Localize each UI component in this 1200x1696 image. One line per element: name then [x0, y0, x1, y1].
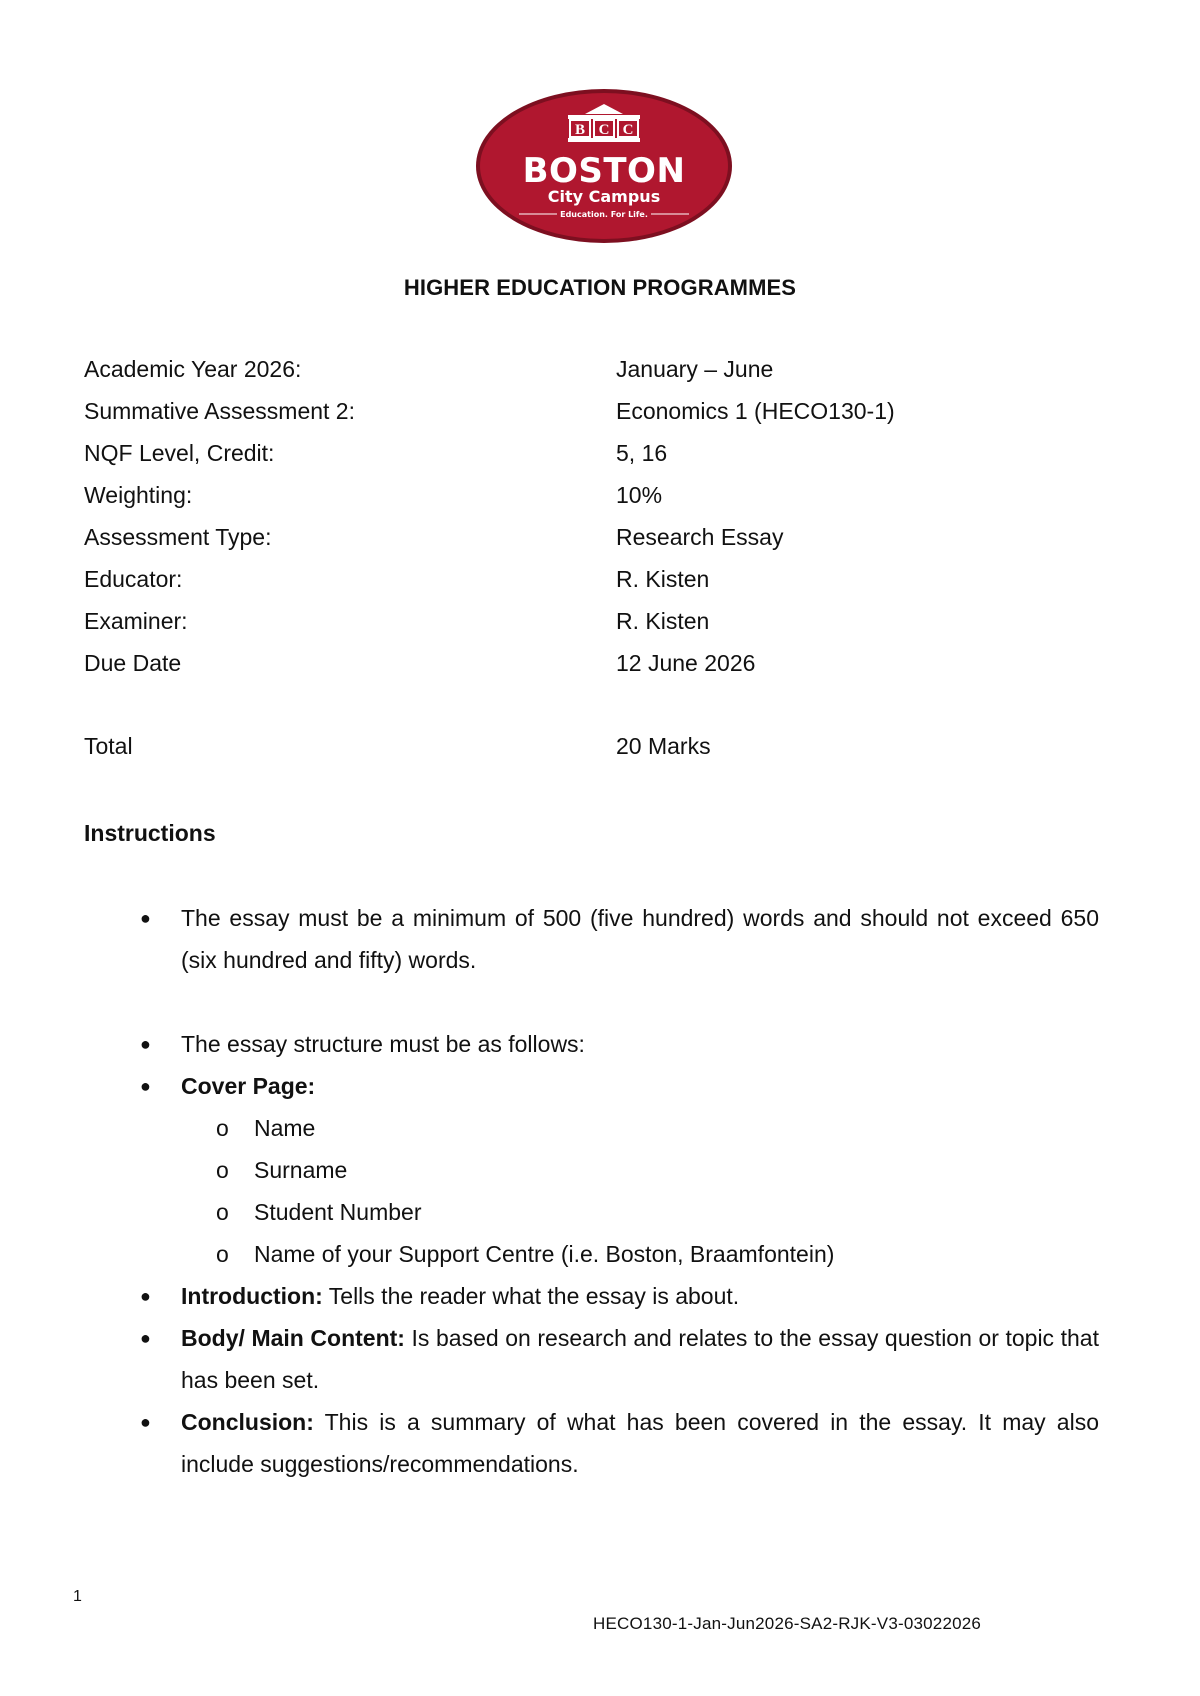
bullet-marker: ●	[140, 1034, 151, 1054]
detail-label: Examiner:	[84, 608, 188, 634]
structure-text: The essay structure must be as follows:	[181, 1031, 585, 1057]
detail-value: R. Kisten	[616, 608, 710, 634]
detail-label: Academic Year 2026:	[84, 356, 302, 382]
body-label: Body/ Main Content:	[181, 1325, 405, 1351]
body-text: Is based on research and relates to the essay question or topic that has been set.	[181, 1325, 1099, 1393]
bullet-marker: ●	[140, 1328, 151, 1348]
detail-value: Research Essay	[616, 524, 784, 550]
detail-value: Economics 1 (HECO130-1)	[616, 398, 895, 424]
svg-text:C: C	[598, 122, 610, 138]
introduction-text: Tells the reader what the essay is about.	[322, 1283, 740, 1309]
detail-label: NQF Level, Credit:	[84, 440, 275, 466]
detail-label: Educator:	[84, 566, 183, 592]
detail-row	[84, 566, 1104, 600]
bullet-marker: ●	[140, 1076, 151, 1096]
svg-text:BOSTON: BOSTON	[522, 151, 686, 191]
detail-value: 12 June 2026	[616, 650, 756, 676]
instruction-structure	[140, 1023, 1100, 1065]
instruction-word-count	[140, 897, 1100, 981]
instruction-body	[140, 1317, 1100, 1401]
detail-label: Assessment Type:	[84, 524, 272, 550]
svg-text:C: C	[622, 122, 634, 138]
detail-row	[84, 440, 1104, 474]
detail-value: 10%	[616, 482, 663, 508]
boston-city-campus-logo	[473, 86, 735, 246]
svg-text:B: B	[574, 122, 586, 138]
detail-value: 5, 16	[616, 440, 668, 466]
svg-text:City Campus: City Campus	[547, 187, 661, 206]
sub-bullet-marker: o	[216, 1115, 229, 1141]
page-number: 1	[73, 1588, 82, 1605]
instruction-conclusion	[140, 1401, 1100, 1485]
detail-label: Summative Assessment 2:	[84, 398, 355, 424]
detail-value: R. Kisten	[616, 566, 710, 592]
cover-page-label: Cover Page:	[181, 1073, 316, 1099]
detail-row	[84, 524, 1104, 558]
instructions-heading: Instructions	[84, 820, 216, 846]
detail-row	[84, 356, 1104, 390]
detail-label: Due Date	[84, 650, 182, 676]
sub-bullet-marker: o	[216, 1241, 229, 1267]
cover-page-item-text: Student Number	[254, 1199, 422, 1225]
bullet-marker: ●	[140, 908, 151, 928]
detail-label: Weighting:	[84, 482, 193, 508]
word-count-text: The essay must be a minimum of 500 (five hundred) words and should not exceed 650 (six hundred and fifty) words.	[181, 905, 1099, 973]
detail-row	[84, 650, 1104, 684]
total-label: Total	[84, 733, 133, 759]
document-heading: HIGHER EDUCATION PROGRAMMES	[403, 275, 797, 300]
sub-bullet-marker: o	[216, 1157, 229, 1183]
instruction-introduction	[140, 1275, 1100, 1317]
document-code: HECO130-1-Jan-Jun2026-SA2-RJK-V3-03022026	[593, 1614, 982, 1633]
total-value: 20 Marks	[616, 733, 711, 759]
detail-value: January – June	[616, 356, 774, 382]
cover-page-item-text: Name of your Support Centre (i.e. Boston, Braamfontein)	[254, 1241, 835, 1267]
cover-page-item-text: Name	[254, 1115, 316, 1141]
conclusion-text: This is a summary of what has been covered in the essay. It may also include suggestions/recommendations.	[181, 1409, 1099, 1477]
instruction-cover-page	[140, 1065, 1100, 1107]
detail-row	[84, 608, 1104, 642]
bullet-marker: ●	[140, 1412, 151, 1432]
conclusion-label: Conclusion:	[181, 1409, 314, 1435]
detail-row	[84, 482, 1104, 516]
total-row	[84, 733, 1104, 767]
introduction-label: Introduction:	[181, 1283, 323, 1309]
sub-bullet-marker: o	[216, 1199, 229, 1225]
detail-row	[84, 398, 1104, 432]
bullet-marker: ●	[140, 1286, 151, 1306]
cover-page-item-text: Surname	[254, 1157, 348, 1183]
svg-text:Education. For Life.: Education. For Life.	[560, 210, 648, 219]
